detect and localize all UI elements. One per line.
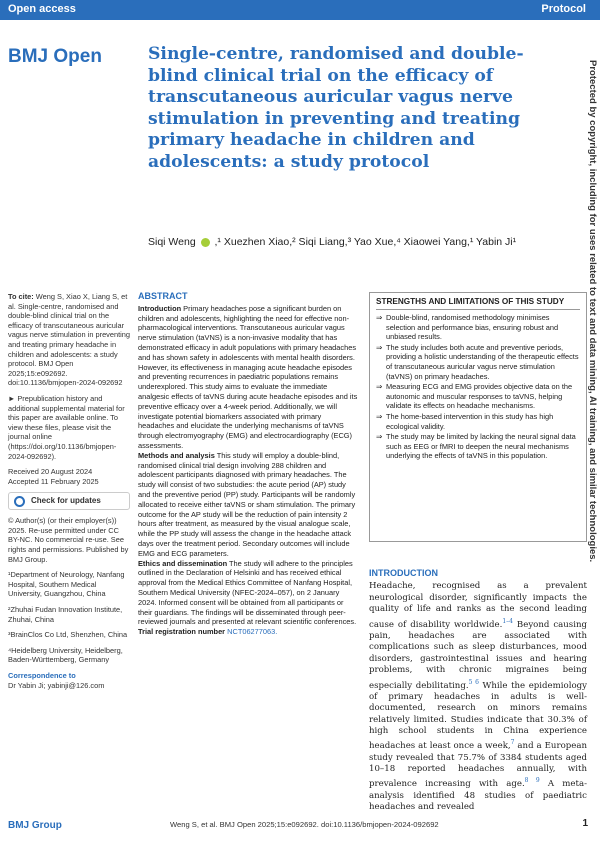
list-item: ⇒ The study includes both acute and preventive periods, providing a holistic understanding of the therapeutic effects of transcutaneous auricular vagus nerve stimulation (taVNS) on primary headaches. bbox=[376, 342, 579, 381]
side-copyright bbox=[586, 60, 598, 620]
left-sidebar bbox=[8, 292, 130, 696]
trial-label: Trial registration number bbox=[138, 627, 226, 637]
abstract-methods-text: This study will employ a double-blind, randomised clinical trial design involving 288 children and adolescent participants diagnosed with primary headaches. The study will consist of two substudies: the acute period (AP) study and the preventive period (PP) study. Participants will be randomly allocated to receive either taVNS or sham stimulation. The primary outcome for the AP study will be the reduction of pain intensity 2 hours after treatment, as measured by the visual analogue scale, while the PP study will assess the change in the headache attack days over the treatment period. Secondary outcomes will include EMG and ECG parameters. bbox=[138, 450, 356, 558]
correspondence-text: Dr Yabin Ji; yabinji@126.com bbox=[8, 680, 105, 690]
cite-block bbox=[8, 292, 130, 388]
affiliation-1: ¹Department of Neurology, Nanfang Hospital, Southern Medical University, Guangzhou, China bbox=[8, 570, 125, 599]
abstract-intro-label: Introduction bbox=[138, 303, 182, 313]
arrow-icon: ⇒ bbox=[376, 411, 383, 421]
affiliation-2: ²Zhuhai Fudan Innovation Institute, Zhuhai, China bbox=[8, 605, 123, 624]
list-item: ⇒ The home-based intervention in this study has high ecological validity. bbox=[376, 411, 554, 431]
open-access-label: Open access bbox=[8, 3, 76, 15]
arrow-icon: ⇒ bbox=[376, 432, 383, 442]
author-first: Siqi Weng bbox=[148, 236, 196, 248]
page-number: 1 bbox=[582, 818, 588, 829]
cite-label: To cite: bbox=[8, 292, 34, 301]
abstract bbox=[138, 292, 358, 637]
reference-link[interactable]: 8 9 bbox=[524, 777, 540, 785]
abstract-ethics bbox=[138, 559, 358, 628]
strengths-list bbox=[376, 313, 580, 461]
arrow-icon: ⇒ bbox=[376, 313, 383, 322]
article-type-label: Protocol bbox=[541, 3, 586, 15]
prepub-note: ► Prepublication history and additional supplemental material for this paper are available online. To view these files, please visit the journal online (https://doi.org/10.1136/bmjopen-2024-092692). bbox=[8, 393, 125, 461]
page-footer bbox=[0, 808, 600, 838]
abstract-introduction bbox=[138, 304, 358, 451]
journal-logo: BMJ Open bbox=[8, 46, 102, 67]
dates-block bbox=[8, 467, 130, 486]
side-copyright-text: Protected by copyright, including for uses related to text and data mining, AI training, and similar technologies. bbox=[587, 60, 598, 563]
list-item: ⇒ The study may be limited by lacking the neural signal data such as EEG or fMRI to deepen the neural mechanisms underlying the effects of taVNS in this population. bbox=[376, 432, 576, 461]
affiliation-4: ⁴Heidelberg University, Heidelberg, Baden-Württemberg, Germany bbox=[8, 645, 123, 665]
article-title: Single-centre, randomised and double-blind clinical trial on the efficacy of transcutaneous auricular vagus nerve stimulation in preventing and treating primary headache in children and adolescents: a study protocol bbox=[148, 44, 524, 172]
strengths-box bbox=[369, 292, 587, 542]
introduction-section bbox=[369, 568, 587, 814]
abstract-trial bbox=[138, 627, 358, 637]
accepted-date: Accepted 11 February 2025 bbox=[8, 476, 99, 486]
abstract-heading: ABSTRACT bbox=[138, 291, 188, 301]
author-rest: ,¹ Xuezhen Xiao,² Siqi Liang,³ Yao Xue,⁴ Xiaowei Yang,¹ Yabin Ji¹ bbox=[214, 236, 517, 248]
list-item: ⇒ Double-blind, randomised methodology minimises selection and performance bias, ensuring robust and unbiased results. bbox=[376, 313, 559, 342]
abstract-methods-label: Methods and analysis bbox=[138, 450, 215, 460]
abstract-ethics-text: The study will adhere to the principles outlined in the Declaration of Helsinki and has received ethical approval from the Medical Ethics Committee of Nanfang Hospital, Southern Medical University (NFEC-2024–057), on 2 January 2024. Informed consent will be obtained from all participants or their guardians. The findings will be disseminated through peer-reviewed journals and presented at relevant scientific conferences. bbox=[138, 558, 357, 627]
abstract-intro-text: Primary headaches pose a significant burden on children and adolescents, highlighting the need for effective non-pharmacological interventions. Transcutaneous auricular vagus nerve stimulation (taVNS) is a non-invasive modality that has demonstrated efficacy in adult populations with primary headaches and has shown safety in adolescents with mental health disorders. However, its effectiveness in managing acute headache episodes and preventing recurrences in paediatric populations remains underexplored. This study aims to evaluate the immediate analgesic effects of taVNS during acute headache episodes and its preventive efficacy over a 4-week period. Additionally, we will investigate potential biomarkers associated with primary headaches and elucidate the underlying mechanisms of taVNS through electromyography (EMG) and electrocardiography (ECG) assessments. bbox=[138, 303, 358, 450]
refresh-icon bbox=[14, 496, 25, 507]
affiliation-3: ³BrainClos Co Ltd, Shenzhen, China bbox=[8, 630, 128, 640]
reference-link[interactable]: 7 bbox=[510, 739, 515, 747]
strengths-heading: STRENGTHS AND LIMITATIONS OF THIS STUDY bbox=[376, 297, 580, 310]
bmj-group-logo: BMJ Group bbox=[8, 820, 62, 831]
cite-text: Weng S, Xiao X, Liang S, et al. Single-centre, randomised and double-blind clinical trial on the efficacy of transcutaneous auricular vagus nerve stimulation in preventing and treating primary headache in children and adolescents: a study protocol. BMJ Open 2025;15:e092692. doi:10.1136/bmjopen-2024-092692 bbox=[8, 292, 131, 388]
check-updates-button[interactable] bbox=[8, 492, 130, 510]
abstract-ethics-label: Ethics and dissemination bbox=[138, 558, 228, 568]
orcid-icon[interactable] bbox=[201, 238, 210, 247]
correspondence bbox=[8, 671, 130, 690]
trial-number-link[interactable]: NCT06277063. bbox=[227, 627, 278, 637]
abstract-methods bbox=[138, 451, 358, 559]
list-item: ⇒ Measuring ECG and EMG provides objective data on the autonomic and muscular responses to taVNS, helping validate its effects on headache mechanisms. bbox=[376, 382, 573, 411]
arrow-icon: ⇒ bbox=[376, 342, 383, 352]
received-date: Received 20 August 2024 bbox=[8, 467, 93, 477]
check-updates-label: Check for updates bbox=[31, 496, 101, 506]
correspondence-heading: Correspondence to bbox=[8, 671, 76, 680]
reference-link[interactable]: 1–4 bbox=[502, 617, 513, 625]
copyright-note: © Author(s) (or their employer(s)) 2025. Re-use permitted under CC BY-NC. No commercial re-use. See rights and permissions. Published by BMJ Group. bbox=[8, 516, 129, 564]
arrow-icon: ⇒ bbox=[376, 382, 383, 392]
author-list bbox=[148, 236, 588, 248]
top-banner bbox=[0, 0, 600, 20]
introduction-paragraph: Headache, recognised as a prevalent neurological disorder, significantly impacts the quality of life and ranks as the second leading cause of disability worldwide.$^{1-4}$ Beyond causing pain, headaches are associated with complications such as sleep disturbances, mood disorders, gastrointestinal issues and hearing problems, with chronic migraines being especially debilitating.$^{5 6}$ While the epidemiology of primary headaches in adults is well-documented, research on minors remains relatively limited. Studies indicate that 30.3% of high school students in China experience headaches at least once a week,$^7$ and a European study revealed that 75.7% of 3384 students aged 10–18 reported headaches annually, with prevalence increasing with age.$^{8 9}$ A meta-analysis identified 48 studies of paediatric headaches and revealed bbox=[369, 581, 587, 813]
footer-citation: Weng S, et al. BMJ Open 2025;15:e092692. doi:10.1136/bmjopen-2024-092692 bbox=[170, 820, 439, 829]
reference-link[interactable]: 5 6 bbox=[468, 678, 479, 686]
introduction-heading: INTRODUCTION bbox=[369, 568, 438, 578]
